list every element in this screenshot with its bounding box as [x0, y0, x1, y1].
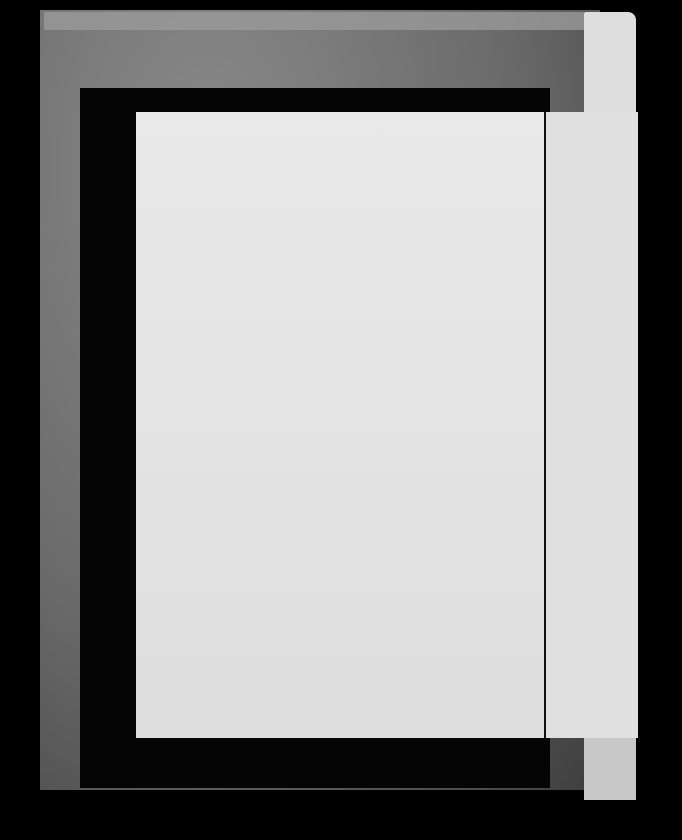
document-page-right: [544, 112, 638, 738]
document-page-main: [136, 112, 544, 738]
next-page-bottom-edge: [584, 738, 636, 800]
binder-top-edge: [44, 12, 584, 30]
